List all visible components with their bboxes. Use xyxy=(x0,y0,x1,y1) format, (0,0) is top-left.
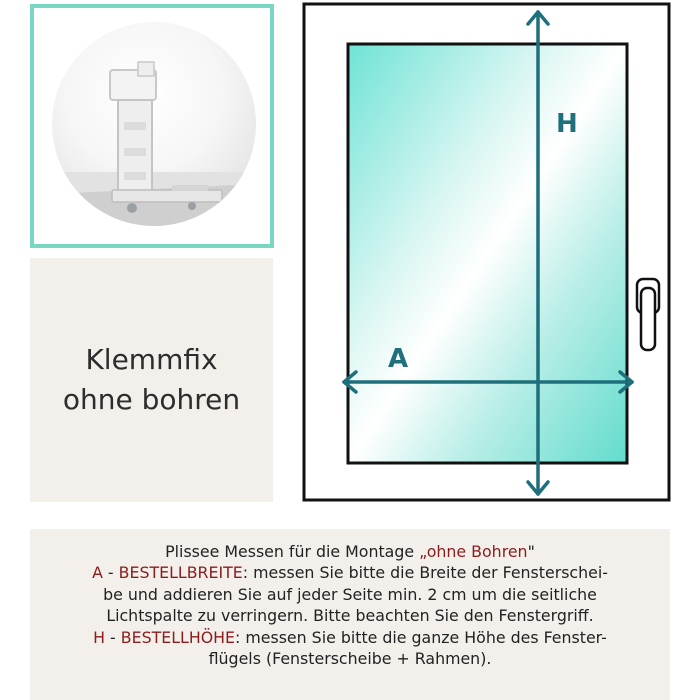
product-label-panel xyxy=(30,258,273,502)
instructions-line-6: flügels (Fensterscheibe + Rahmen). xyxy=(208,649,492,669)
instructions-quote: " xyxy=(527,542,535,561)
clamp-bracket-illustration xyxy=(52,22,256,226)
height-text-1: : messen Sie bitte die ganze Höhe des Fenster- xyxy=(235,627,607,647)
width-title: BESTELLBREITE xyxy=(118,563,243,583)
width-letter: A xyxy=(92,563,103,583)
instructions-line-4: Lichtspalte zu verringern. Bitte beachten Sie den Fenstergriff. xyxy=(106,606,594,626)
product-photo-frame xyxy=(30,4,274,248)
height-separator: - xyxy=(105,627,121,647)
instructions-line-3: be und addieren Sie auf jeder Seite min. 2 cm um die seitliche xyxy=(103,584,597,604)
height-title: BESTELLHÖHE xyxy=(120,627,236,647)
instructions-text xyxy=(30,541,670,669)
window-diagram xyxy=(300,0,672,510)
product-label-line2: ohne bohren xyxy=(62,383,241,416)
height-letter: H xyxy=(93,627,106,647)
clamp-bracket-photo xyxy=(52,22,256,226)
width-separator: - xyxy=(102,563,119,583)
instructions-panel xyxy=(30,529,670,700)
instructions-line-2 xyxy=(30,562,670,583)
window-handle-icon xyxy=(637,279,659,350)
product-label-line1: Klemmfix xyxy=(85,343,218,376)
instructions-intro: Plissee Messen für die Montage xyxy=(165,542,420,561)
instructions-line-5 xyxy=(30,627,670,648)
product-label xyxy=(30,340,273,420)
window-glass xyxy=(348,44,627,463)
height-label: H xyxy=(556,109,578,139)
width-text-1: : messen Sie bitte die Breite der Fensterschei- xyxy=(242,563,608,583)
instructions-highlight: „ohne Bohren xyxy=(419,542,528,561)
instructions-line-1 xyxy=(30,541,670,562)
width-label: A xyxy=(388,344,409,374)
